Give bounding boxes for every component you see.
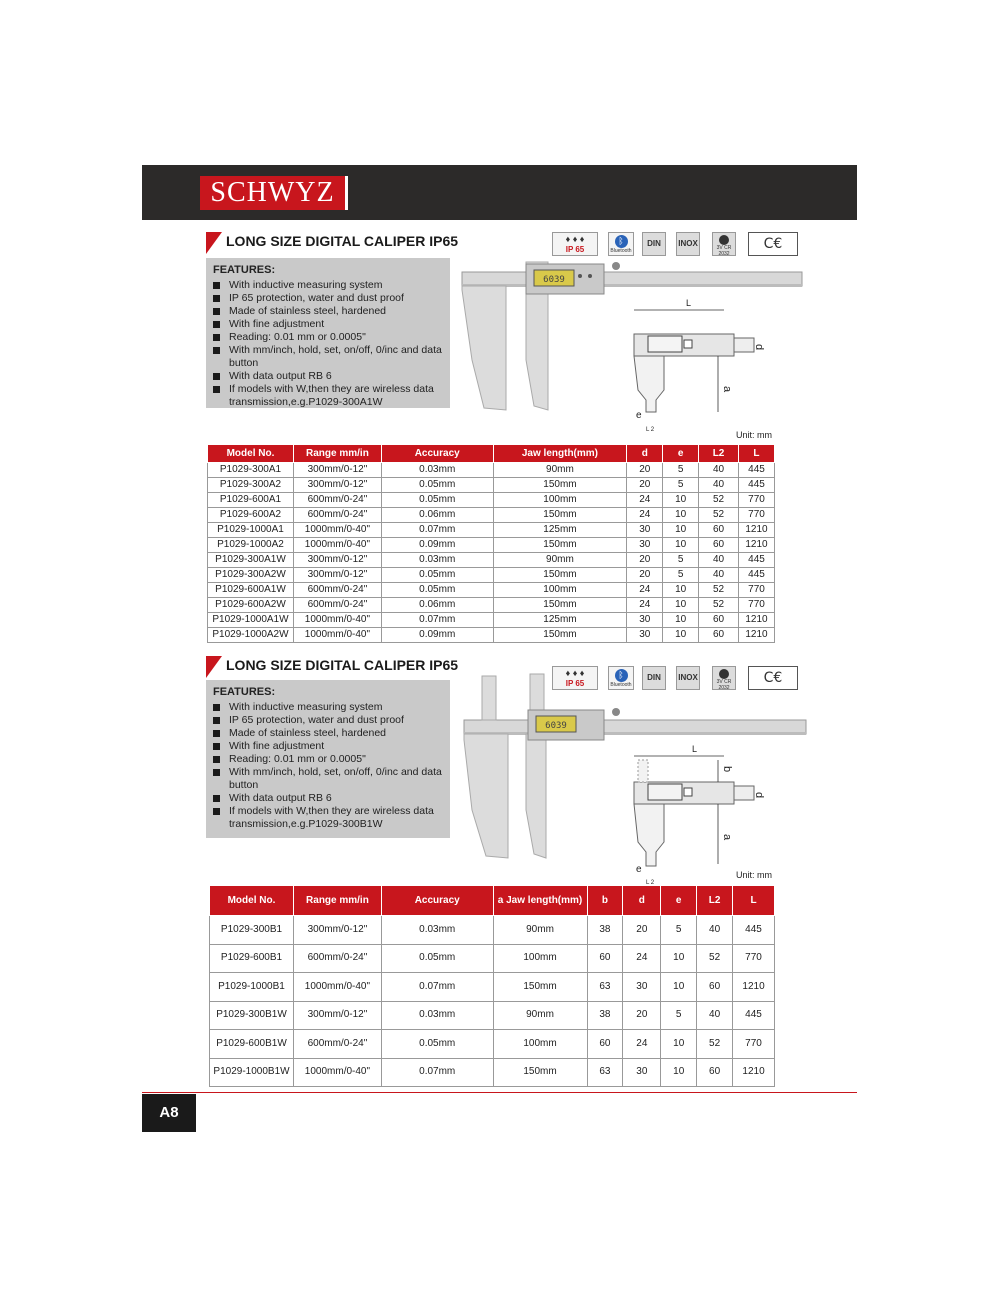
table-cell: P1029-300A1W — [208, 553, 294, 568]
table-cell: 100mm — [493, 493, 627, 508]
product-section-b — [206, 656, 806, 886]
table-cell: P1029-300B1 — [210, 916, 294, 945]
features-list — [213, 701, 444, 831]
table-cell: 445 — [738, 463, 774, 478]
ip65-icon: ♦ ♦ ♦ IP 65 — [552, 666, 598, 690]
table-cell: 0.07mm — [381, 523, 493, 538]
footer-rule — [142, 1092, 857, 1093]
table-cell: 10 — [663, 598, 699, 613]
table-cell: 20 — [627, 568, 663, 583]
section-title-wrap — [206, 232, 466, 254]
brand-logo — [200, 176, 348, 210]
table-cell: 600mm/0-24" — [293, 944, 381, 973]
table-cell: 90mm — [493, 1001, 587, 1030]
table-cell: 60 — [699, 628, 739, 643]
table-cell: 40 — [697, 916, 733, 945]
col-model: Model No. — [208, 445, 294, 463]
table-cell: 63 — [587, 973, 623, 1002]
table-cell: 24 — [623, 944, 661, 973]
table-cell: 0.03mm — [381, 916, 493, 945]
table-cell: 445 — [738, 568, 774, 583]
table-cell: 300mm/0-12" — [293, 463, 381, 478]
feature-item: With inductive measuring system — [213, 279, 444, 292]
table-cell: 90mm — [493, 463, 627, 478]
feature-item: With inductive measuring system — [213, 701, 444, 714]
table-cell: 1000mm/0-40" — [293, 1058, 381, 1087]
table-row — [208, 628, 775, 643]
dim-L: L — [686, 298, 692, 308]
table-cell: 30 — [627, 523, 663, 538]
dim-a: a — [721, 834, 733, 841]
table-cell: 0.03mm — [381, 1001, 493, 1030]
table-cell: P1029-300A2 — [208, 478, 294, 493]
col-l: L — [733, 886, 775, 916]
col-d: d — [627, 445, 663, 463]
inox-icon: INOX — [676, 232, 700, 256]
table-cell: P1029-1000A2W — [208, 628, 294, 643]
header-band — [142, 165, 857, 220]
table-cell: 60 — [697, 1058, 733, 1087]
table-cell: 60 — [587, 1030, 623, 1059]
table-cell: 5 — [661, 1001, 697, 1030]
table-cell: 1000mm/0-40" — [293, 538, 381, 553]
feature-item: With mm/inch, hold, set, on/off, 0/inc and data button — [213, 766, 444, 792]
dim-L2: L 2 — [646, 880, 655, 886]
table-cell: 300mm/0-12" — [293, 916, 381, 945]
table-cell: 10 — [663, 538, 699, 553]
table-row — [208, 508, 775, 523]
table-cell: 0.03mm — [381, 463, 493, 478]
table-cell: 0.07mm — [381, 1058, 493, 1087]
table-cell: 1210 — [733, 1058, 775, 1087]
feature-item: With data output RB 6 — [213, 370, 444, 383]
table-cell: 0.09mm — [381, 538, 493, 553]
table-cell: 600mm/0-24" — [293, 1030, 381, 1059]
dim-d: d — [753, 792, 765, 799]
table-row — [208, 523, 775, 538]
table-cell: 30 — [623, 973, 661, 1002]
table-cell: P1029-600A2W — [208, 598, 294, 613]
table-cell: P1029-1000A2 — [208, 538, 294, 553]
section-title-wrap — [206, 656, 466, 678]
table-row — [208, 598, 775, 613]
feature-item: Reading: 0.01 mm or 0.0005" — [213, 331, 444, 344]
table-cell: 40 — [699, 568, 739, 583]
table-cell: 20 — [623, 916, 661, 945]
table-cell: 10 — [663, 613, 699, 628]
table-cell: 30 — [627, 628, 663, 643]
col-l: L — [738, 445, 774, 463]
table-cell: 52 — [699, 493, 739, 508]
table-cell: P1029-600B1W — [210, 1030, 294, 1059]
table-cell: 90mm — [493, 553, 627, 568]
table-cell: 150mm — [493, 478, 627, 493]
col-range: Range mm/in — [293, 886, 381, 916]
feature-item: Made of stainless steel, hardened — [213, 727, 444, 740]
col-e: e — [663, 445, 699, 463]
table-cell: 445 — [733, 916, 775, 945]
brand-name: SCHWYZ — [210, 177, 335, 208]
spec-table-a-body — [208, 463, 775, 643]
table-cell: 0.05mm — [381, 568, 493, 583]
table-cell: 150mm — [493, 1058, 587, 1087]
table-cell: 10 — [661, 944, 697, 973]
inox-icon: INOX — [676, 666, 700, 690]
table-row — [210, 944, 775, 973]
table-cell: 63 — [587, 1058, 623, 1087]
table-cell: 10 — [663, 628, 699, 643]
col-accuracy: Accuracy — [381, 445, 493, 463]
title-marker-icon — [206, 656, 222, 678]
table-cell: 100mm — [493, 583, 627, 598]
col-jaw: Jaw length(mm) — [493, 445, 627, 463]
table-row — [210, 916, 775, 945]
table-cell: 30 — [627, 538, 663, 553]
page-number: A8 — [142, 1094, 196, 1132]
table-cell: 125mm — [493, 523, 627, 538]
table-cell: 150mm — [493, 538, 627, 553]
table-cell: 5 — [663, 568, 699, 583]
table-cell: 40 — [699, 553, 739, 568]
table-cell: 10 — [663, 583, 699, 598]
dim-a: a — [721, 386, 733, 393]
table-row — [208, 463, 775, 478]
table-cell: 445 — [738, 553, 774, 568]
dim-e: e — [636, 864, 642, 875]
table-cell: 20 — [623, 1001, 661, 1030]
table-cell: 300mm/0-12" — [293, 1001, 381, 1030]
table-cell: 0.06mm — [381, 598, 493, 613]
table-cell: 300mm/0-12" — [293, 553, 381, 568]
table-cell: 0.09mm — [381, 628, 493, 643]
table-cell: 150mm — [493, 598, 627, 613]
table-cell: 52 — [697, 1030, 733, 1059]
col-d: d — [623, 886, 661, 916]
feature-item: IP 65 protection, water and dust proof — [213, 292, 444, 305]
table-cell: 1210 — [738, 613, 774, 628]
table-cell: 0.05mm — [381, 478, 493, 493]
table-cell: P1029-1000B1 — [210, 973, 294, 1002]
table-cell: 52 — [699, 583, 739, 598]
table-cell: 60 — [697, 973, 733, 1002]
unit-label: Unit: mm — [736, 430, 772, 440]
table-cell: 52 — [699, 598, 739, 613]
table-cell: P1029-600A1 — [208, 493, 294, 508]
table-cell: 0.07mm — [381, 613, 493, 628]
table-cell: 20 — [627, 463, 663, 478]
spec-table-b — [209, 885, 775, 1087]
table-cell: 0.05mm — [381, 944, 493, 973]
table-cell: 5 — [663, 553, 699, 568]
table-cell: 10 — [663, 523, 699, 538]
table-cell: 24 — [627, 583, 663, 598]
table-row — [208, 613, 775, 628]
table-cell: 770 — [738, 493, 774, 508]
feature-item: If models with W,then they are wireless data transmission,e.g.P1029-300A1W — [213, 383, 444, 409]
table-cell: P1029-600A2 — [208, 508, 294, 523]
table-cell: 100mm — [493, 944, 587, 973]
table-cell: 600mm/0-24" — [293, 598, 381, 613]
table-cell: 60 — [699, 613, 739, 628]
table-row — [210, 1030, 775, 1059]
table-cell: 1000mm/0-40" — [293, 613, 381, 628]
table-cell: 20 — [627, 478, 663, 493]
table-cell: 770 — [733, 1030, 775, 1059]
table-cell: 5 — [661, 916, 697, 945]
table-cell: P1029-1000A1W — [208, 613, 294, 628]
table-cell: 52 — [697, 944, 733, 973]
table-cell: 10 — [663, 493, 699, 508]
table-row — [210, 1058, 775, 1087]
lcd-display: 6039 — [543, 275, 565, 285]
table-cell: 0.05mm — [381, 1030, 493, 1059]
col-e: e — [661, 886, 697, 916]
table-cell: 0.05mm — [381, 493, 493, 508]
table-cell: 90mm — [493, 916, 587, 945]
dim-L: L — [692, 744, 698, 754]
battery-icon: 3V CR 2032 — [712, 666, 736, 690]
table-cell: 10 — [661, 1058, 697, 1087]
table-cell: 1210 — [733, 973, 775, 1002]
table-cell: 24 — [627, 508, 663, 523]
table-cell: 100mm — [493, 1030, 587, 1059]
table-cell: 5 — [663, 463, 699, 478]
table-cell: 600mm/0-24" — [293, 583, 381, 598]
table-cell: 24 — [623, 1030, 661, 1059]
table-cell: 30 — [627, 613, 663, 628]
dim-d: d — [753, 344, 765, 351]
table-row — [208, 478, 775, 493]
dimension-diagram — [634, 300, 766, 432]
table-cell: 125mm — [493, 613, 627, 628]
feature-item: Reading: 0.01 mm or 0.0005" — [213, 753, 444, 766]
table-header-row — [208, 445, 775, 463]
din-icon: DIN — [642, 232, 666, 256]
table-cell: 40 — [697, 1001, 733, 1030]
table-cell: 40 — [699, 478, 739, 493]
table-row — [208, 568, 775, 583]
features-heading: FEATURES: — [213, 686, 276, 698]
table-cell: 30 — [623, 1058, 661, 1087]
table-cell: 20 — [627, 553, 663, 568]
table-cell: 150mm — [493, 628, 627, 643]
table-cell: 5 — [663, 478, 699, 493]
col-model: Model No. — [210, 886, 294, 916]
col-accuracy: Accuracy — [381, 886, 493, 916]
dimension-diagram — [634, 744, 766, 888]
section-title: LONG SIZE DIGITAL CALIPER IP65 — [226, 233, 459, 249]
table-cell: 445 — [733, 1001, 775, 1030]
table-cell: 38 — [587, 1001, 623, 1030]
feature-item: Made of stainless steel, hardened — [213, 305, 444, 318]
unit-label: Unit: mm — [736, 870, 772, 880]
table-cell: 150mm — [493, 508, 627, 523]
table-cell: 1000mm/0-40" — [293, 628, 381, 643]
table-cell: 0.05mm — [381, 583, 493, 598]
feature-item: IP 65 protection, water and dust proof — [213, 714, 444, 727]
spec-table-b-body — [210, 916, 775, 1087]
table-cell: 150mm — [493, 568, 627, 583]
table-cell: 52 — [699, 508, 739, 523]
table-row — [208, 553, 775, 568]
table-cell: 10 — [661, 973, 697, 1002]
table-row — [210, 1001, 775, 1030]
table-row — [210, 973, 775, 1002]
table-cell: 600mm/0-24" — [293, 508, 381, 523]
table-cell: P1029-1000B1W — [210, 1058, 294, 1087]
feature-item: If models with W,then they are wireless data transmission,e.g.P1029-300B1W — [213, 805, 444, 831]
table-cell: 0.03mm — [381, 553, 493, 568]
table-cell: P1029-600B1 — [210, 944, 294, 973]
table-cell: 60 — [587, 944, 623, 973]
table-cell: 40 — [699, 463, 739, 478]
table-cell: 10 — [663, 508, 699, 523]
table-cell: 770 — [738, 598, 774, 613]
table-cell: 600mm/0-24" — [293, 493, 381, 508]
lcd-display: 6039 — [545, 721, 567, 731]
dim-b: b — [721, 766, 733, 773]
table-cell: 60 — [699, 523, 739, 538]
table-cell: 300mm/0-12" — [293, 478, 381, 493]
din-icon: DIN — [642, 666, 666, 690]
dim-e: e — [636, 410, 642, 421]
table-cell: 60 — [699, 538, 739, 553]
col-l2: L2 — [699, 445, 739, 463]
features-list — [213, 279, 444, 409]
table-cell: 300mm/0-12" — [293, 568, 381, 583]
table-cell: P1029-1000A1 — [208, 523, 294, 538]
col-l2: L2 — [697, 886, 733, 916]
table-cell: 445 — [738, 478, 774, 493]
table-cell: 10 — [661, 1030, 697, 1059]
ce-mark-icon: C€ — [748, 666, 798, 690]
table-cell: 1000mm/0-40" — [293, 523, 381, 538]
table-row — [208, 538, 775, 553]
table-cell: 38 — [587, 916, 623, 945]
table-cell: P1029-300A2W — [208, 568, 294, 583]
spec-table-a — [207, 444, 775, 643]
ip65-icon: ♦ ♦ ♦ IP 65 — [552, 232, 598, 256]
feature-item: With mm/inch, hold, set, on/off, 0/inc and data button — [213, 344, 444, 370]
table-cell: 1210 — [738, 523, 774, 538]
col-jaw: a Jaw length(mm) — [493, 886, 587, 916]
dim-L2: L 2 — [646, 427, 655, 433]
table-cell: 0.07mm — [381, 973, 493, 1002]
features-heading: FEATURES: — [213, 264, 276, 276]
table-cell: 1210 — [738, 538, 774, 553]
bluetooth-icon: ᛒ Bluetooth — [608, 666, 634, 690]
feature-item: With fine adjustment — [213, 740, 444, 753]
table-cell: 770 — [733, 944, 775, 973]
table-cell: P1029-600A1W — [208, 583, 294, 598]
title-marker-icon — [206, 232, 222, 254]
table-cell: 24 — [627, 598, 663, 613]
col-range: Range mm/in — [293, 445, 381, 463]
table-cell: 150mm — [493, 973, 587, 1002]
table-cell: 770 — [738, 508, 774, 523]
table-row — [208, 583, 775, 598]
feature-item: With fine adjustment — [213, 318, 444, 331]
table-cell: 1210 — [738, 628, 774, 643]
feature-item: With data output RB 6 — [213, 792, 444, 805]
table-cell: 24 — [627, 493, 663, 508]
bluetooth-icon: ᛒ Bluetooth — [608, 232, 634, 256]
table-header-row — [210, 886, 775, 916]
battery-icon: 3V CR 2032 — [712, 232, 736, 256]
features-box — [206, 258, 450, 408]
section-title: LONG SIZE DIGITAL CALIPER IP65 — [226, 657, 459, 673]
table-cell: 770 — [738, 583, 774, 598]
table-cell: P1029-300B1W — [210, 1001, 294, 1030]
table-row — [208, 493, 775, 508]
ce-mark-icon: C€ — [748, 232, 798, 256]
table-cell: P1029-300A1 — [208, 463, 294, 478]
col-b: b — [587, 886, 623, 916]
table-cell: 0.06mm — [381, 508, 493, 523]
table-cell: 1000mm/0-40" — [293, 973, 381, 1002]
features-box — [206, 680, 450, 838]
